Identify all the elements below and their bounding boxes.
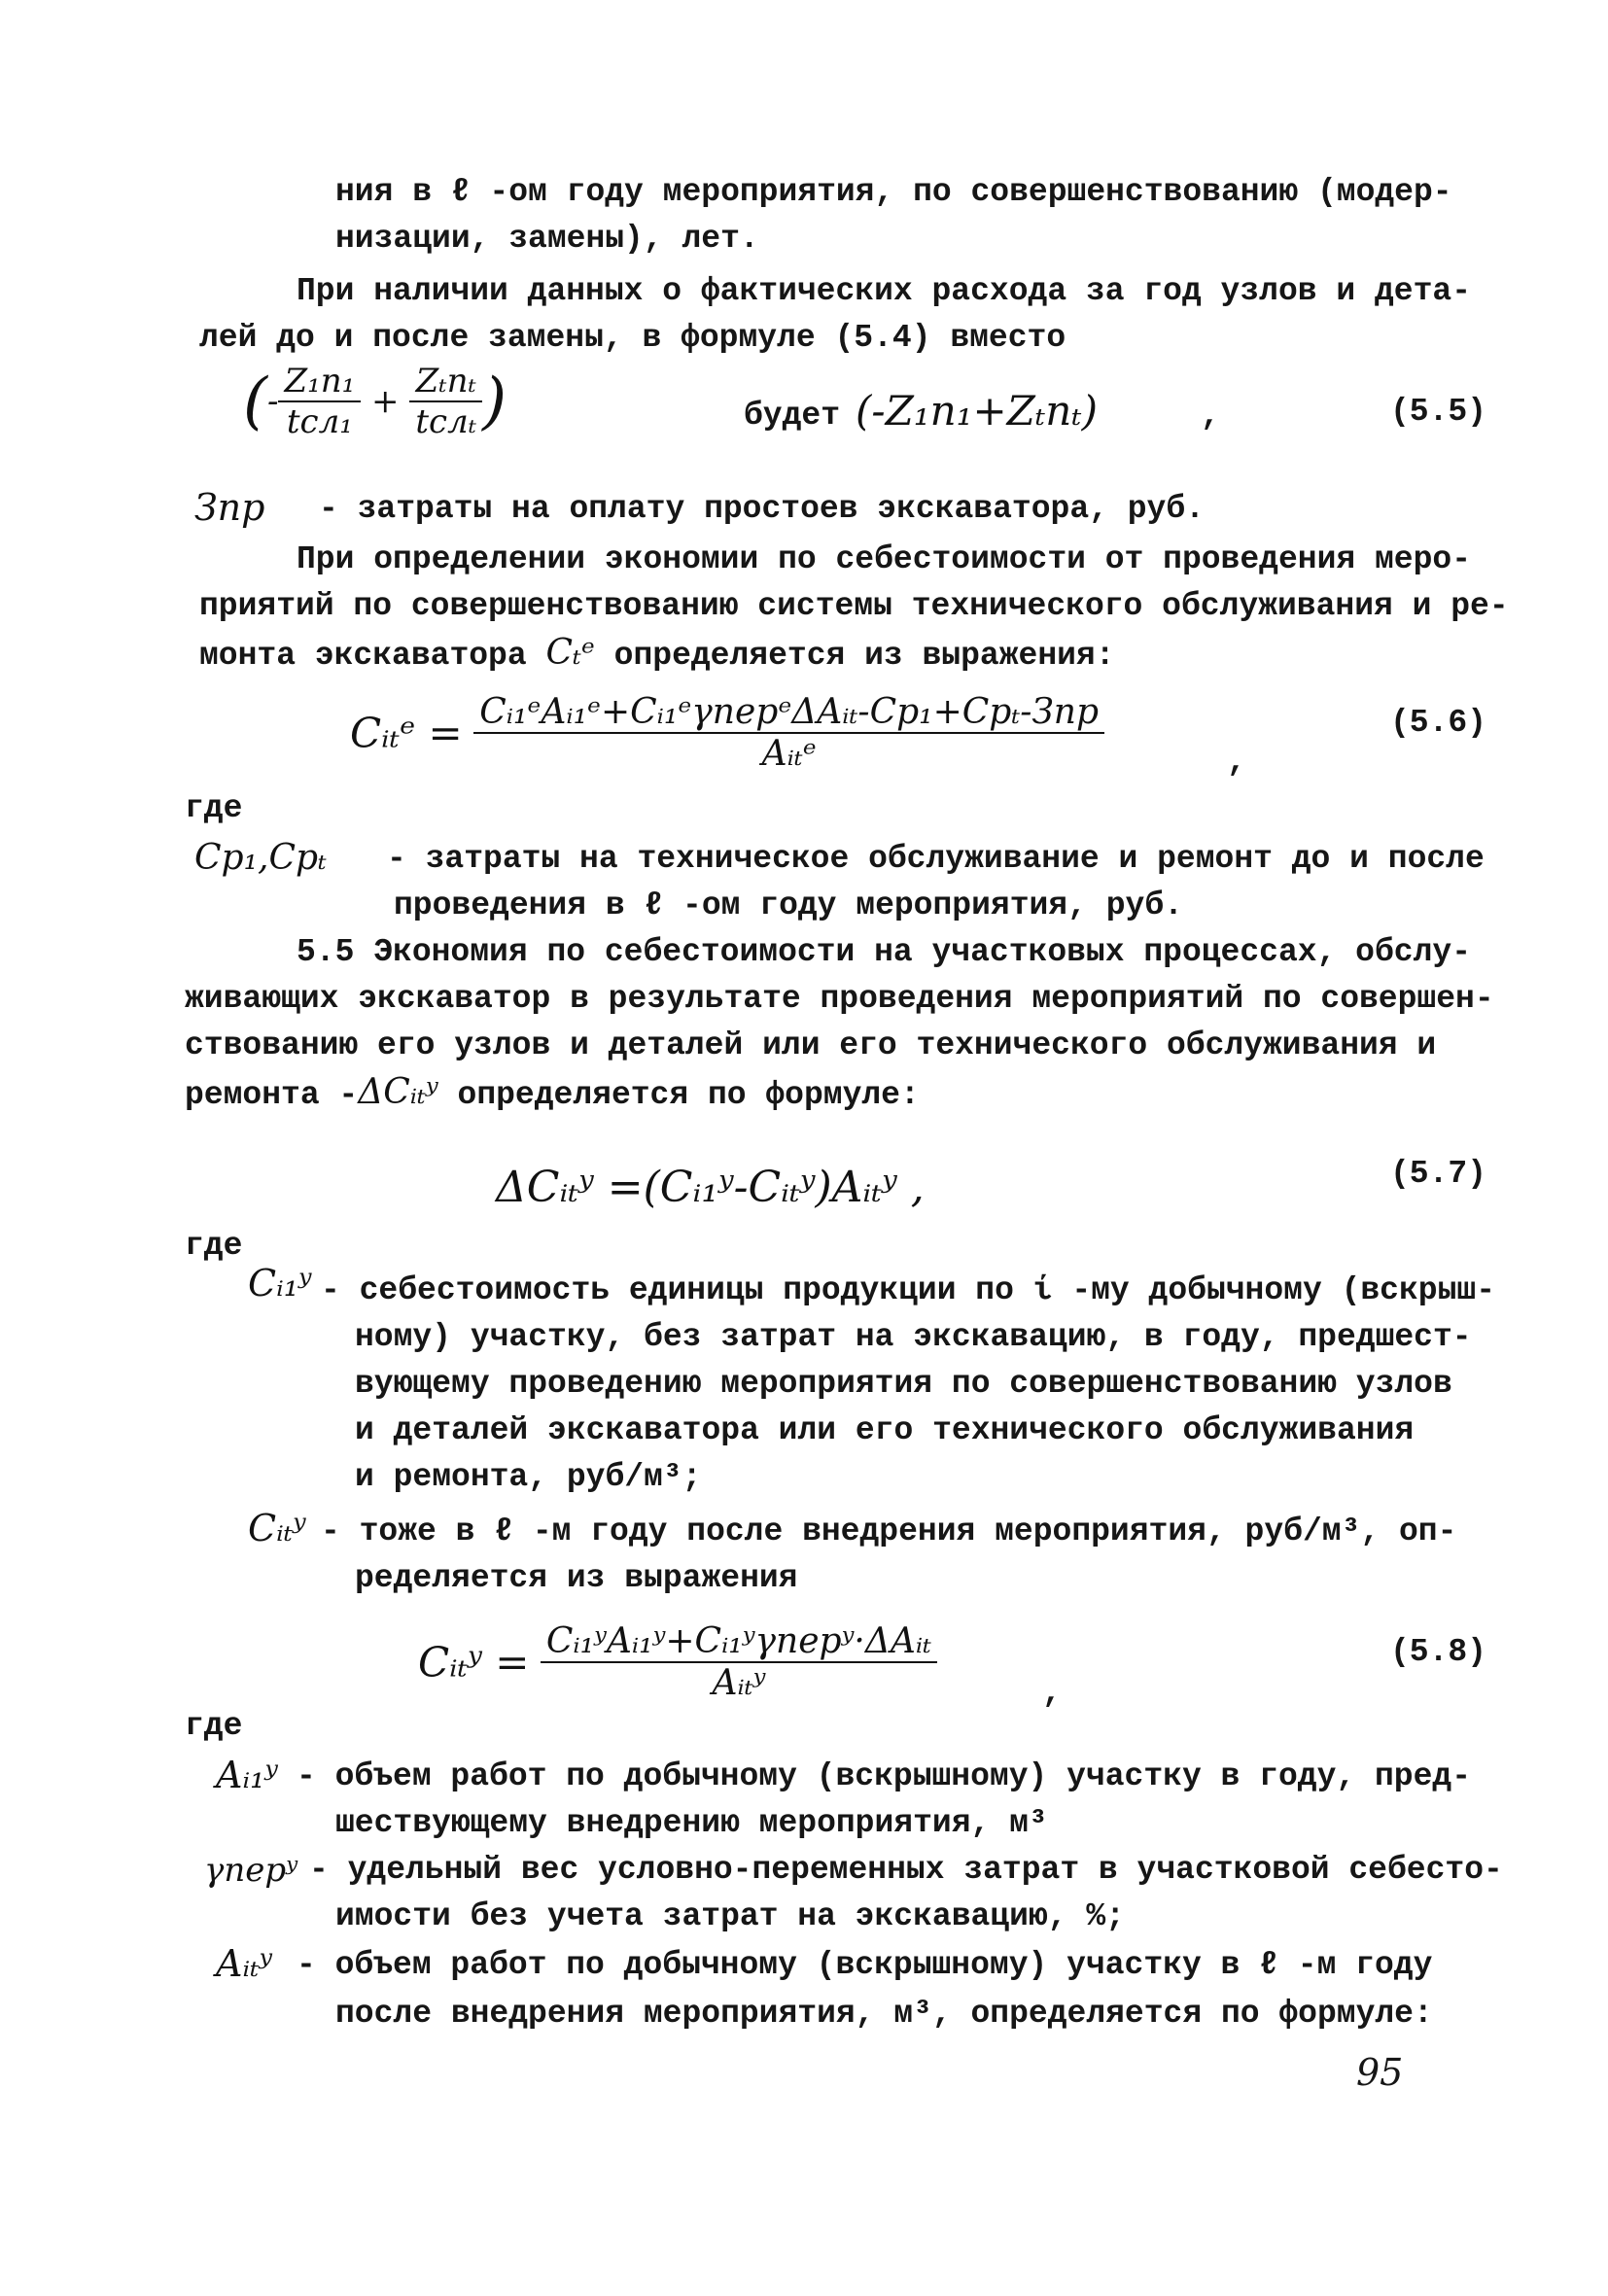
formula-numerator: Cᵢ₁ʸAᵢ₁ʸ+Cᵢ₁ʸγперʸ·ΔAᵢₜ bbox=[541, 1621, 937, 1663]
symbol: Cᵢ₁ʸ bbox=[248, 1262, 312, 1305]
text-line: - объем работ по добычному (вскрышному) участку в ℓ -м году bbox=[297, 1947, 1433, 1983]
text-line: живающих экскаватор в результате проведения мероприятий по совершен- bbox=[185, 981, 1494, 1017]
formula-5-5-right: (-Z₁n₁+Zₜnₜ) bbox=[856, 387, 1099, 435]
text-line: ствованию его узлов и деталей или его технического обслуживания и bbox=[185, 1027, 1437, 1063]
formula-comma: , bbox=[1227, 744, 1246, 780]
text-segment: ремонта - bbox=[185, 1077, 359, 1113]
formula-5-6 bbox=[350, 692, 1104, 774]
text-line: 5.5 Экономия по себестоимости на участковых процессах, обслу- bbox=[297, 934, 1471, 970]
symbol: Aᵢₜʸ bbox=[216, 1942, 272, 1985]
text-line: и ремонта, руб/м³; bbox=[355, 1459, 702, 1495]
text-segment: определяется из выражения: bbox=[613, 638, 1115, 674]
text-line: - затраты на техническое обслуживание и ремонт до и после bbox=[387, 841, 1485, 877]
equation-number: (5.5) bbox=[1390, 394, 1487, 430]
formula-lhs: Cᵢₜᵉ = bbox=[350, 709, 463, 757]
text-line: При определении экономии по себестоимости от проведения меро- bbox=[297, 541, 1471, 577]
text-segment: монта экскаватора bbox=[199, 638, 527, 674]
text-line: ному) участку, без затрат на экскавацию, в году, предшест- bbox=[355, 1319, 1472, 1355]
text-line: ределяется из выражения bbox=[355, 1560, 798, 1596]
text-line: - затраты на оплату простоев экскаватора, руб. bbox=[319, 491, 1205, 527]
text-line bbox=[185, 1073, 920, 1115]
formula-denominator: tслₜ bbox=[415, 402, 477, 441]
formula-5-7: ΔCᵢₜʸ =(Cᵢ₁ʸ-Cᵢₜʸ)Aᵢₜʸ , bbox=[496, 1163, 925, 1212]
text-line: имости без учета затрат на экскавацию, %; bbox=[335, 1898, 1125, 1934]
text-line: При наличии данных о фактических расхода за год узлов и дета- bbox=[297, 273, 1471, 309]
text-line: - себестоимость единицы продукции по ί -му добычному (вскрыш- bbox=[321, 1272, 1495, 1308]
text-line: приятий по совершенствованию системы технического обслуживания и ре- bbox=[199, 588, 1509, 624]
formula-comma: , bbox=[1042, 1675, 1062, 1711]
text-line: ния в ℓ -ом году мероприятия, по совершенствованию (модер- bbox=[335, 174, 1452, 210]
text-line: и деталей экскаватора или его технического обслуживания bbox=[355, 1412, 1415, 1448]
formula-denominator: Aᵢₜʸ bbox=[712, 1663, 766, 1703]
text-line: шествующему внедрению мероприятия, м³ bbox=[335, 1805, 1048, 1841]
formula-5-8 bbox=[418, 1621, 937, 1703]
where-label: где bbox=[185, 790, 243, 826]
formula-denominator: tсл₁ bbox=[286, 402, 353, 441]
text-line: вующему проведению мероприятия по совершенствованию узлов bbox=[355, 1366, 1452, 1402]
where-label: где bbox=[185, 1708, 243, 1744]
formula-denominator: Aᵢₜᵉ bbox=[761, 734, 817, 774]
formula-numerator: Cᵢ₁ᵉAᵢ₁ᵉ+Cᵢ₁ᵉγперᵉΔAᵢₜ-Cр₁+Cрₜ-Зпр bbox=[473, 692, 1104, 734]
text-segment: определяется по формуле: bbox=[457, 1077, 920, 1113]
text-line bbox=[199, 634, 1115, 676]
symbol: γперʸ bbox=[204, 1851, 298, 1890]
formula-numerator: Z₁n₁ bbox=[278, 362, 361, 402]
symbol: ΔCᵢₜʸ bbox=[358, 1072, 438, 1112]
formula-word: будет bbox=[744, 398, 841, 434]
text-line: - объем работ по добычному (вскрышному) участку в году, пред- bbox=[297, 1758, 1471, 1794]
formula-5-5-left: (- $\frac{\text{Z₁n₁}}{\text{tсл₁}}$ + $\frac{\text{Zₜnₜ}}{\text{tслₜ}}$ ) bbox=[243, 362, 507, 441]
formula-comma: , bbox=[1201, 398, 1220, 434]
equation-number: (5.7) bbox=[1390, 1156, 1487, 1192]
text-line: - удельный вес условно-переменных затрат в участковой себесто- bbox=[309, 1852, 1503, 1888]
text-line: проведения в ℓ -ом году мероприятия, руб. bbox=[394, 887, 1183, 923]
text-line: - тоже в ℓ -м году после внедрения мероприятия, руб/м³, оп- bbox=[321, 1513, 1457, 1549]
text-line: лей до и после замены, в формуле (5.4) вместо bbox=[199, 320, 1066, 356]
text-line: низации, замены), лет. bbox=[335, 221, 759, 257]
page-number: 95 bbox=[1356, 2051, 1404, 2094]
symbol: Зпр bbox=[194, 486, 265, 529]
formula-lhs: Cᵢₜʸ = bbox=[418, 1638, 530, 1687]
equation-number: (5.6) bbox=[1390, 705, 1487, 741]
symbol: Cₜᵉ bbox=[545, 633, 595, 673]
equation-number: (5.8) bbox=[1390, 1634, 1487, 1670]
text-line: после внедрения мероприятия, м³, определяется по формуле: bbox=[335, 1996, 1433, 2032]
where-label: где bbox=[185, 1228, 243, 1264]
formula-numerator: Zₜnₜ bbox=[409, 362, 482, 402]
symbol: Aᵢ₁ʸ bbox=[216, 1754, 278, 1796]
symbol: Cр₁,Cрₜ bbox=[194, 838, 327, 878]
symbol: Cᵢₜʸ bbox=[248, 1507, 306, 1549]
